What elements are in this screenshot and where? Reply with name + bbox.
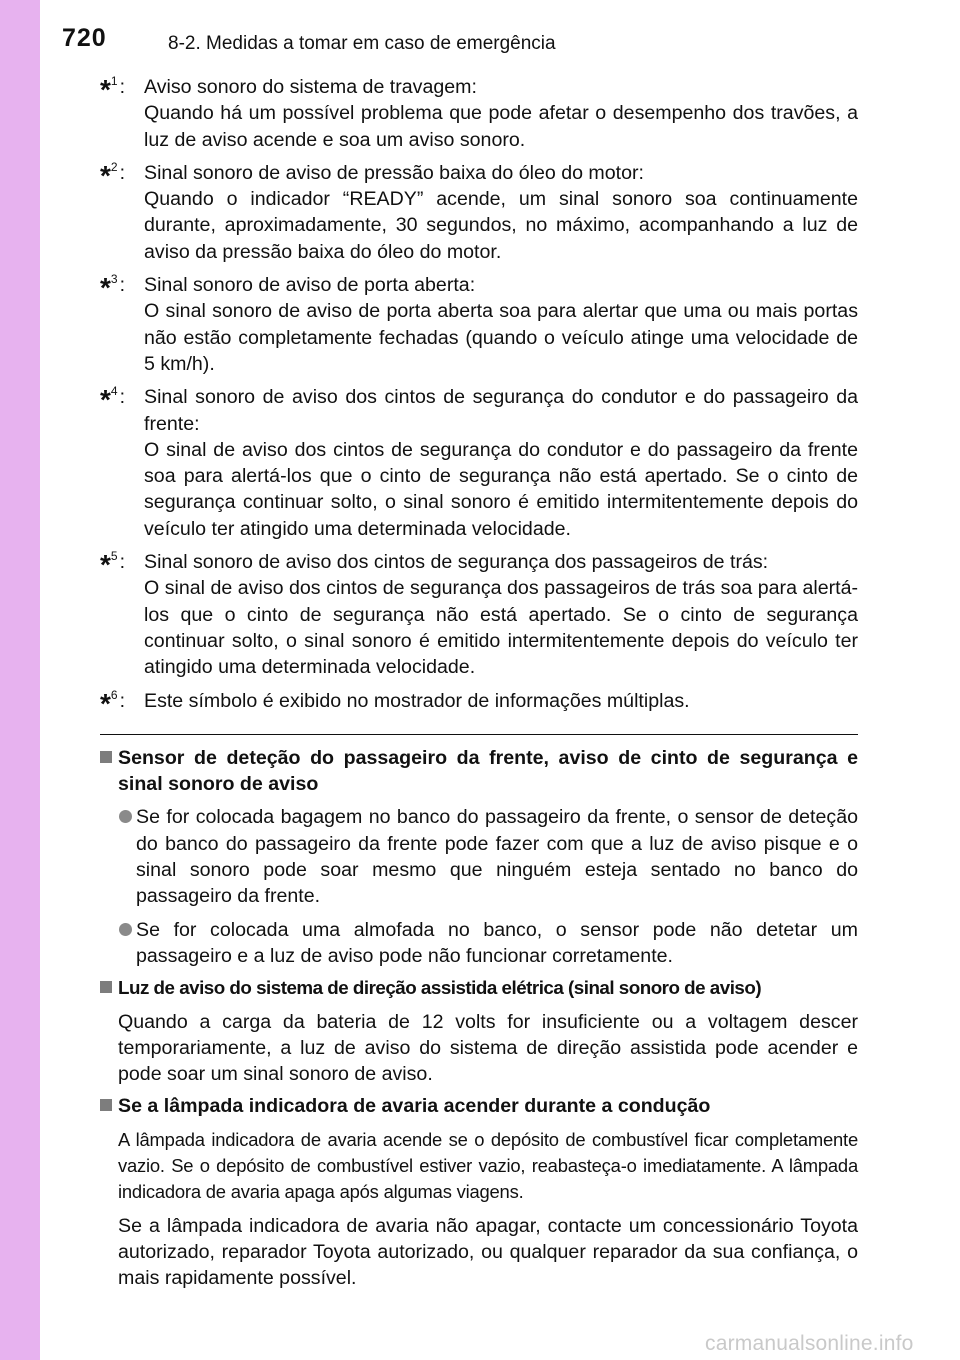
footnote-4 xyxy=(100,384,858,542)
page-number: 720 xyxy=(62,24,107,52)
square-bullet-icon xyxy=(100,751,112,763)
section-power-steering xyxy=(100,975,858,1087)
paragraph: A lâmpada indicadora de avaria acende se o depósito de combustível ficar completamente vazio. Se o depósito de combustível estiver vazio, reabasteça-o imediatamente. A lâmpada indicadora de avaria apaga após algumas viagens. xyxy=(118,1128,858,1203)
list-item xyxy=(118,804,858,909)
footnote-3 xyxy=(100,272,858,377)
circle-bullet-icon xyxy=(119,810,132,823)
section-heading: Se a lâmpada indicadora de avaria acender durante a condução xyxy=(118,1095,711,1118)
footnote-1 xyxy=(100,74,858,153)
footnote-2 xyxy=(100,160,858,265)
section-title: 8-2. Medidas a tomar em caso de emergência xyxy=(168,33,556,54)
square-bullet-icon xyxy=(100,1099,112,1111)
footnote-title: Sinal sonoro de aviso de porta aberta: xyxy=(144,274,476,297)
paragraph: Se a lâmpada indicadora de avaria não apagar, contacte um concessionário Toyota autorizado, reparador Toyota autorizado, ou qualquer reparador da sua confiança, o mais rapidamente possível. xyxy=(118,1214,858,1290)
list-item-text: Se for colocada uma almofada no banco, o sensor pode não detetar um passageiro e a luz de aviso pode não funcionar corretamente. xyxy=(136,918,858,967)
footnote-marker: *$^5$ : xyxy=(100,549,126,581)
watermark: carmanualsonline.info xyxy=(705,1332,914,1355)
page-content xyxy=(100,74,858,1291)
circle-bullet-icon xyxy=(119,923,132,936)
square-bullet-icon xyxy=(100,981,112,993)
section-heading: Luz de aviso do sistema de direção assistida elétrica (sinal sonoro de aviso) xyxy=(118,977,762,999)
section-heading: Sensor de deteção do passageiro da frente, aviso de cinto de segurança e sinal sonoro de aviso xyxy=(118,746,858,796)
footnote-title: Aviso sonoro do sistema de travagem: xyxy=(144,76,477,98)
section-divider xyxy=(100,734,858,735)
footnote-marker: *$^3$ : xyxy=(100,272,126,304)
footnote-title: Sinal sonoro de aviso dos cintos de segurança dos passageiros de trás: xyxy=(144,551,769,574)
footnote-title: Sinal sonoro de aviso dos cintos de segurança do condutor e do passageiro da frente: xyxy=(144,386,858,435)
footnote-title: Sinal sonoro de aviso de pressão baixa do óleo do motor: xyxy=(144,161,644,184)
footnote-marker: *$^1$ : xyxy=(100,74,126,105)
footnote-body: Quando o indicador “READY” acende, um sinal sonoro soa continuamente durante, aproximadamente, 30 segundos, no máximo, acompanhando a luz de aviso da pressão baixa do óleo do motor. xyxy=(144,188,858,263)
list-item xyxy=(118,917,858,970)
footnote-5 xyxy=(100,549,858,680)
footnote-body: O sinal de aviso dos cintos de segurança do condutor e do passageiro da frente soa para alertá-los que o cinto de segurança não está apertado. Se o cinto de segurança continuar solto, o sinal sonoro é emitido intermitentemente depois do veículo ter atingido uma determinada velocidade. xyxy=(144,438,858,540)
footnote-marker: *$^2$ : xyxy=(100,159,126,191)
footnote-body: O sinal de aviso dos cintos de segurança dos passageiros de trás soa para alertá-los que o cinto de segurança não está apertado. Se o cinto de segurança continuar solto, o sinal sonoro é emitido intermitentemente depois do veículo ter atingido uma determinada velocidade. xyxy=(144,577,858,679)
footnote-body: Quando há um possível problema que pode afetar o desempenho dos travões, a luz de aviso acende e soa um aviso sonoro. xyxy=(144,102,858,151)
footnote-title: Este símbolo é exibido no mostrador de informações múltiplas. xyxy=(144,689,690,712)
footnote-body: O sinal sonoro de aviso de porta aberta soa para alertar que uma ou mais portas não estão completamente fechadas (quando o veículo atinge uma velocidade de 5 km/h). xyxy=(144,300,858,375)
page-header xyxy=(40,0,960,62)
section-passenger-sensor xyxy=(100,745,858,969)
footnote-marker: *$^4$ : xyxy=(100,384,126,416)
section-malfunction-lamp xyxy=(100,1093,858,1291)
footnote-6 xyxy=(100,687,858,719)
paragraph: Quando a carga da bateria de 12 volts for insuficiente ou a voltagem descer temporariamente, a luz de aviso do sistema de direção assistida pode acender e pode soar um sinal sonoro de aviso. xyxy=(118,1010,858,1086)
side-color-band xyxy=(0,0,40,1360)
list-item-text: Se for colocada bagagem no banco do passageiro da frente, o sensor de deteção do banco do passageiro da frente pode fazer com que a luz de aviso pisque e o sinal sonoro pode soar mesmo que ninguém esteja sentado no banco do passageiro da frente. xyxy=(136,806,858,908)
footnote-marker: *$^6$ : xyxy=(100,687,126,719)
